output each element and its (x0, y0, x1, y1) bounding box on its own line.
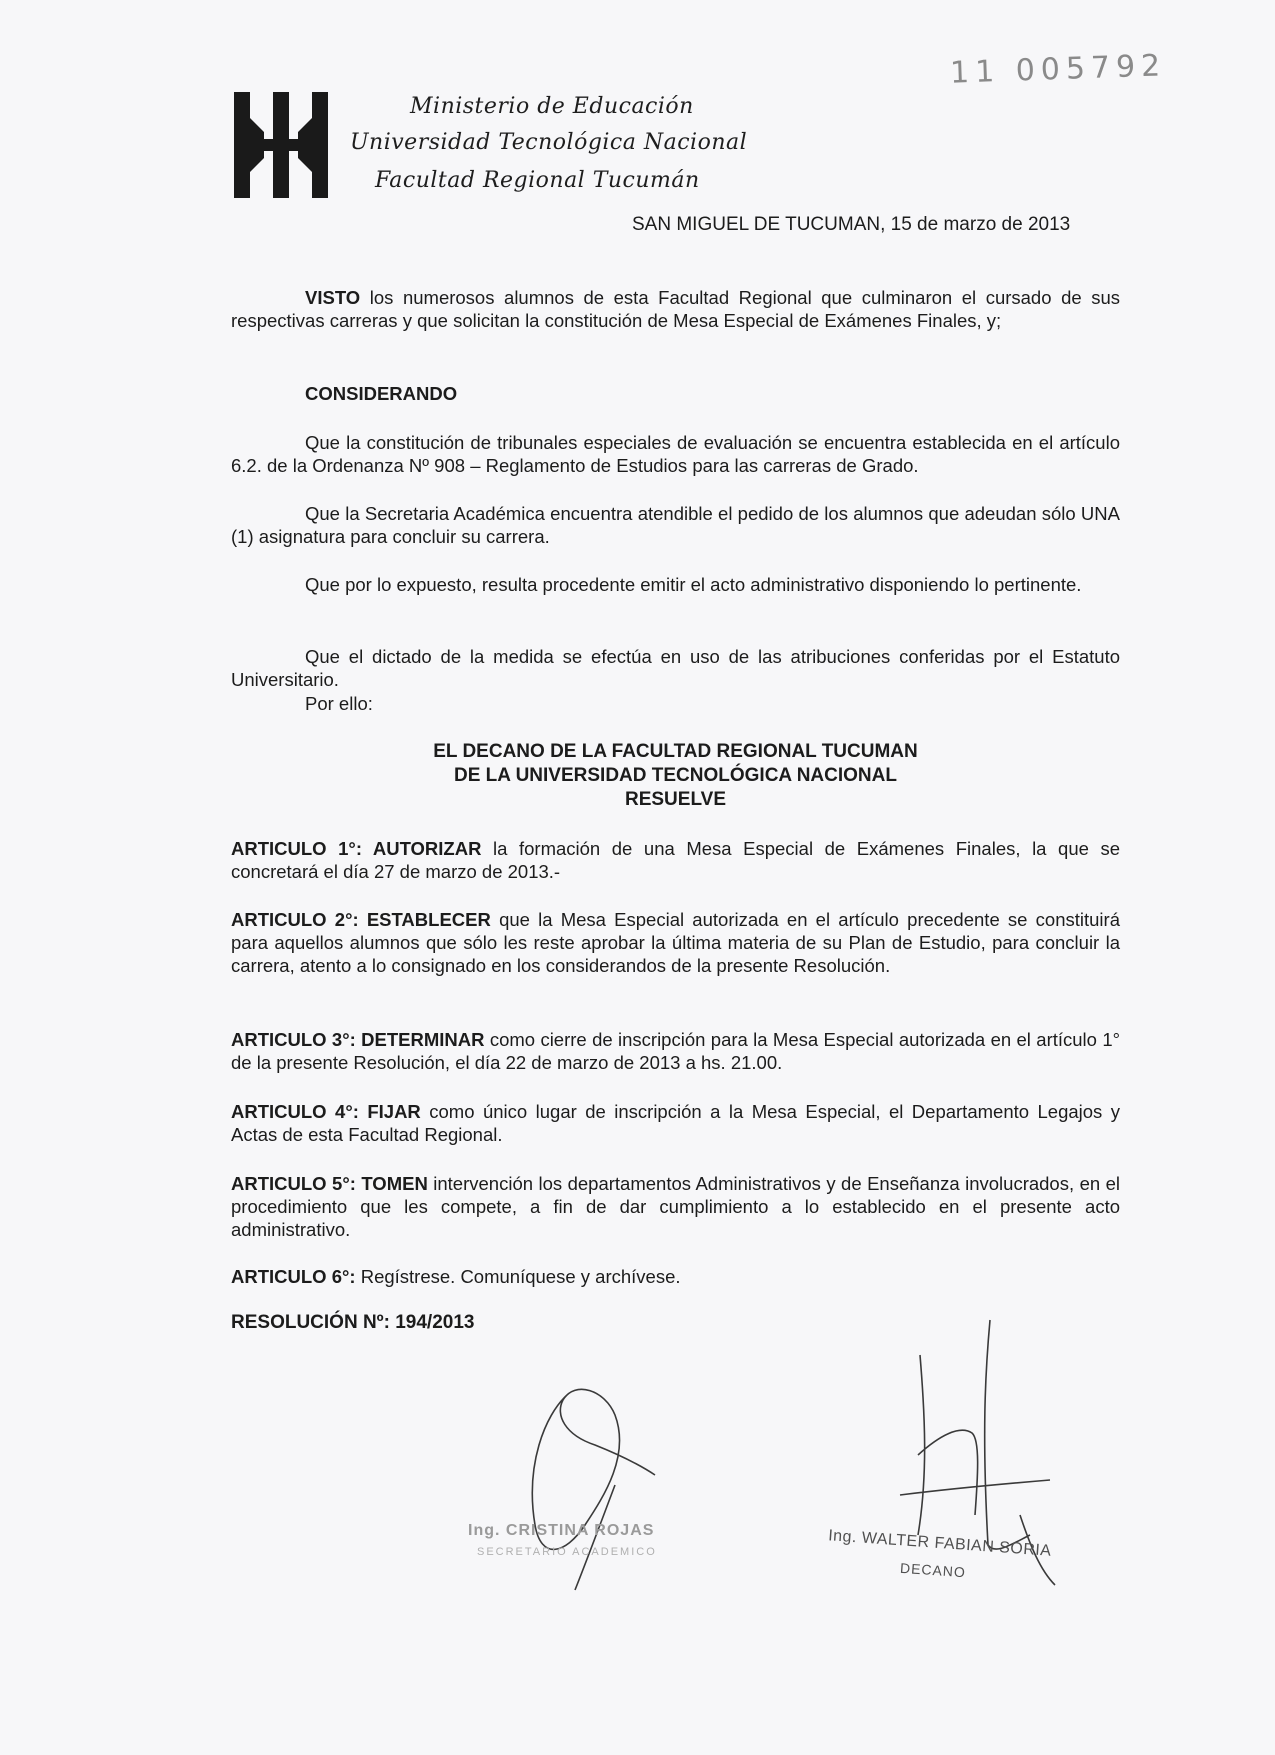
title-line-1: EL DECANO DE LA FACULTAD REGIONAL TUCUMAN (433, 741, 918, 762)
article-label: ARTICULO 6°: (231, 1266, 356, 1287)
considerando-3: Que por lo expuesto, resulta procedente emitir el acto administrativo disponiendo lo pertinente. (305, 574, 1082, 595)
document-date: SAN MIGUEL DE TUCUMAN, 15 de marzo de 2013 (632, 214, 1071, 235)
resolution-title (231, 740, 1120, 812)
visto-lead: VISTO (305, 287, 361, 308)
header-university: Universidad Tecnológica Nacional (350, 130, 748, 155)
utn-logo (234, 92, 328, 198)
article-label: ARTICULO 5°: TOMEN (231, 1173, 428, 1194)
article-4 (231, 1100, 1120, 1146)
visto-text: los numerosos alumnos de esta Facultad Regional que culminaron el cursado de sus respectivas carreras y que solicitan la constitución de Mesa Especial de Exámenes Finales, y; (231, 287, 1120, 331)
article-label: ARTICULO 4°: FIJAR (231, 1101, 421, 1122)
resolution-number: RESOLUCIÓN Nº: 194/2013 (231, 1312, 475, 1333)
article-text: como cierre de inscripción para la Mesa Especial autorizada en el artículo 1° de la presente Resolución, el día 22 de marzo de 2013 a hs. 21.00. (231, 1029, 1121, 1073)
article-1 (231, 837, 1120, 883)
article-label: ARTICULO 3°: DETERMINAR (231, 1029, 485, 1050)
signatory-left-name: Ing. CRISTINA ROJAS (468, 1522, 655, 1539)
por-ello: Por ello: (305, 693, 373, 714)
article-3 (231, 1028, 1120, 1074)
article-text: como único lugar de inscripción a la Mesa Especial, el Departamento Legajos y Actas de esta Facultad Regional. (231, 1101, 1120, 1145)
considerando-2: Que la Secretaria Académica encuentra atendible el pedido de los alumnos que adeudan sólo UNA (1) asignatura para concluir su carrera. (231, 503, 1120, 547)
article-text: intervención los departamentos Administrativos y de Enseñanza involucrados, en el procedimiento que les compete, a fin de dar cumplimiento a lo establecido en el presente acto administrativo. (231, 1173, 1121, 1240)
header-ministry: Ministerio de Educación (410, 94, 694, 119)
signature-left (505, 1375, 675, 1595)
considerando-1: Que la constitución de tribunales especiales de evaluación se encuentra establecida en el artículo 6.2. de la Ordenanza Nº 908 – Reglamento de Estudios para las carreras de Grado. (231, 432, 1120, 476)
article-text: Regístrese. Comuníquese y archívese. (355, 1266, 681, 1287)
signatory-right-role: DECANO (899, 1559, 967, 1581)
signatory-right-name: Ing. WALTER FABIAN SORIA (827, 1527, 1052, 1560)
title-line-3: RESUELVE (624, 789, 726, 810)
article-text: que la Mesa Especial autorizada en el artículo precedente se constituirá para aquellos alumnos que sólo les reste aprobar la última materia de su Plan de Estudio, para concluir la carrera, atento a lo consignado en los considerandos de la presente Resolución. (231, 909, 1120, 976)
visto-paragraph (231, 286, 1120, 332)
article-text: la formación de una Mesa Especial de Exámenes Finales, la que se concretará el día 27 de marzo de 2013.- (231, 838, 1120, 882)
article-label: ARTICULO 2°: ESTABLECER (231, 909, 491, 930)
article-5 (231, 1172, 1120, 1241)
signatory-left-role: SECRETARIO ACADEMICO (477, 1546, 657, 1558)
article-label: ARTICULO 1°: AUTORIZAR (231, 838, 482, 859)
considerando-heading: CONSIDERANDO (305, 383, 458, 404)
handwritten-number: 11 005792 (949, 48, 1167, 91)
article-2 (231, 908, 1120, 977)
article-6 (231, 1265, 1120, 1288)
considerando-4: Que el dictado de la medida se efectúa en uso de las atribuciones conferidas por el Estatuto Universitario. (231, 646, 1120, 690)
header-faculty: Facultad Regional Tucumán (375, 168, 700, 193)
title-line-2: DE LA UNIVERSIDAD TECNOLÓGICA NACIONAL (454, 765, 897, 786)
